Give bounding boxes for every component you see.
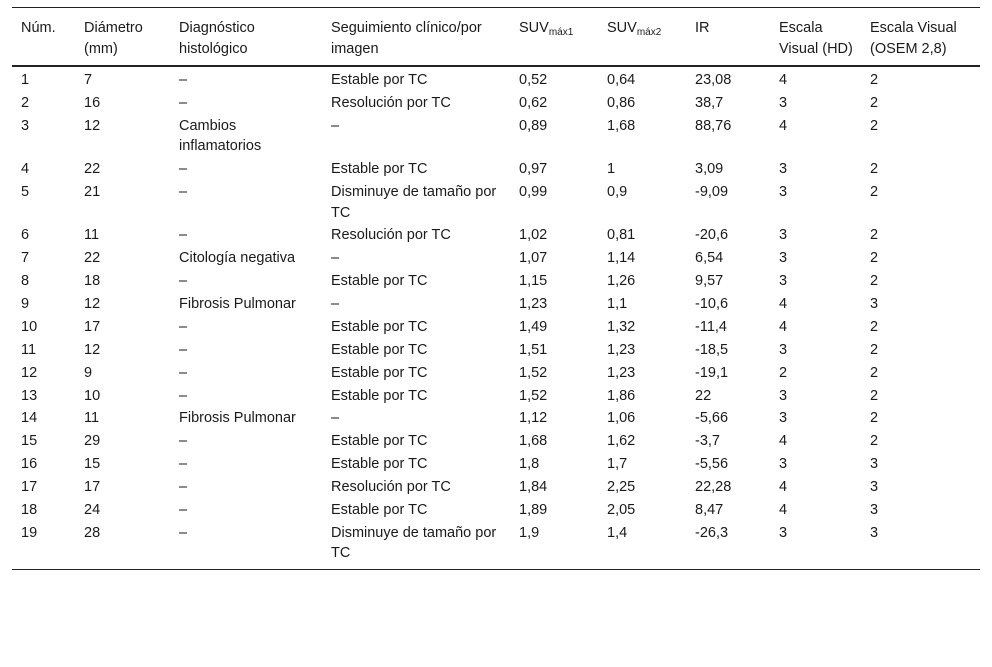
cell-num: 2	[21, 94, 30, 111]
cell-suv-max2: 1,1	[607, 296, 628, 312]
cell-suv-max2: 1	[607, 161, 616, 178]
header-escala-osem: Escala Visual (OSEM 2,8)	[870, 20, 957, 57]
cell-diametro: 24	[84, 501, 101, 518]
cell-num: 13	[21, 387, 38, 404]
cell-suv-max1: 1,52	[519, 364, 548, 381]
cell-diagnostico: –	[179, 72, 188, 88]
header-diametro: Diámetro (mm)	[84, 20, 143, 57]
table-row	[12, 293, 980, 316]
cell-suv-max1: 1,52	[519, 387, 548, 404]
header-suv-max2-base: SUV	[607, 20, 637, 36]
cell-escala-hd: 3	[779, 273, 788, 290]
cell-escala-hd: 4	[779, 433, 788, 450]
cell-seguimiento: Estable por TC	[331, 341, 428, 358]
cell-suv-max2: 1,32	[607, 318, 636, 335]
results-table-container	[12, 7, 980, 570]
header-row	[12, 8, 980, 67]
cell-ir: -5,66	[695, 410, 729, 427]
cell-escala-hd: 3	[779, 524, 788, 541]
cell-suv-max2: 1,26	[607, 273, 636, 290]
cell-num: 12	[21, 364, 38, 381]
cell-seguimiento: –	[331, 117, 340, 134]
cell-seguimiento: Estable por TC	[331, 456, 428, 473]
cell-suv-max1: 1,12	[519, 410, 548, 427]
cell-escala-hd: 4	[779, 501, 788, 518]
cell-escala-osem: 2	[870, 72, 879, 88]
cell-diagnostico: –	[179, 524, 188, 541]
cell-escala-osem: 2	[870, 387, 879, 404]
cell-diagnostico: Fibrosis Pulmonar	[179, 296, 296, 312]
cell-suv-max1: 1,84	[519, 479, 548, 495]
cell-ir: 23,08	[695, 72, 732, 88]
cell-ir: -9,09	[695, 184, 729, 200]
cell-ir: 8,47	[695, 501, 724, 518]
cell-diametro: 11	[84, 410, 100, 427]
cell-diagnostico: –	[179, 456, 188, 473]
table-row	[12, 66, 980, 92]
cell-suv-max2: 1,4	[607, 524, 628, 541]
cell-escala-osem: 3	[870, 479, 879, 495]
cell-seguimiento: Estable por TC	[331, 72, 428, 88]
cell-ir: -5,56	[695, 456, 729, 473]
cell-diametro: 11	[84, 227, 100, 244]
cell-num: 15	[21, 433, 38, 450]
cell-escala-osem: 2	[870, 94, 879, 111]
cell-suv-max1: 1,68	[519, 433, 548, 450]
cell-escala-hd: 3	[779, 341, 788, 358]
cell-suv-max2: 0,81	[607, 227, 636, 244]
cell-suv-max2: 1,23	[607, 364, 636, 381]
cell-escala-hd: 4	[779, 72, 788, 88]
cell-escala-hd: 3	[779, 250, 788, 267]
cell-escala-hd: 2	[779, 364, 788, 381]
cell-escala-osem: 2	[870, 273, 879, 290]
cell-suv-max1: 1,8	[519, 456, 540, 473]
cell-num: 10	[21, 318, 38, 335]
cell-escala-osem: 3	[870, 296, 879, 312]
cell-num: 4	[21, 161, 30, 178]
cell-diagnostico: –	[179, 341, 188, 358]
cell-suv-max1: 0,97	[519, 161, 548, 178]
cell-suv-max1: 0,52	[519, 72, 548, 88]
table-row	[12, 407, 980, 430]
cell-diametro: 7	[84, 72, 93, 88]
cell-suv-max1: 1,02	[519, 227, 548, 244]
cell-ir: 88,76	[695, 117, 732, 134]
cell-diametro: 12	[84, 341, 101, 358]
cell-seguimiento: Estable por TC	[331, 501, 428, 518]
cell-escala-osem: 2	[870, 410, 879, 427]
cell-num: 1	[21, 72, 30, 88]
cell-diagnostico: –	[179, 273, 188, 290]
cell-diametro: 16	[84, 94, 101, 111]
cell-escala-osem: 2	[870, 117, 879, 134]
table-row	[12, 115, 980, 158]
header-suv-max1-base: SUV	[519, 20, 549, 36]
cell-num: 11	[21, 341, 37, 358]
header-suv-max1	[510, 8, 598, 67]
cell-num: 5	[21, 184, 30, 200]
cell-seguimiento: Estable por TC	[331, 387, 428, 404]
cell-diagnostico: –	[179, 227, 188, 244]
cell-num: 19	[21, 524, 38, 541]
table-row	[12, 339, 980, 362]
cell-ir: -20,6	[695, 227, 729, 244]
cell-diagnostico: –	[179, 94, 188, 111]
cell-ir: -18,5	[695, 341, 729, 358]
cell-diametro: 12	[84, 296, 101, 312]
header-diagnostico: Diagnóstico histológico	[179, 20, 255, 57]
cell-num: 8	[21, 273, 30, 290]
cell-diagnostico: –	[179, 387, 188, 404]
cell-seguimiento: Resolución por TC	[331, 479, 451, 495]
cell-suv-max1: 1,89	[519, 501, 548, 518]
cell-escala-hd: 3	[779, 161, 788, 178]
cell-diametro: 28	[84, 524, 101, 541]
cell-escala-hd: 3	[779, 227, 788, 244]
cell-diagnostico: –	[179, 501, 188, 518]
cell-diametro: 29	[84, 433, 101, 450]
cell-suv-max1: 0,99	[519, 184, 548, 200]
cell-diametro: 12	[84, 117, 101, 134]
cell-suv-max2: 2,25	[607, 479, 636, 495]
cell-escala-osem: 2	[870, 318, 879, 335]
cell-ir: 9,57	[695, 273, 724, 290]
header-suv-max2	[598, 8, 686, 67]
cell-seguimiento: Estable por TC	[331, 161, 428, 178]
cell-escala-osem: 2	[870, 433, 879, 450]
table-row	[12, 476, 980, 499]
table-row	[12, 384, 980, 407]
cell-diagnostico: –	[179, 184, 188, 200]
table-row	[12, 499, 980, 522]
cell-seguimiento: Estable por TC	[331, 433, 428, 450]
cell-suv-max1: 0,89	[519, 117, 548, 134]
cell-diagnostico: –	[179, 364, 188, 381]
cell-suv-max2: 1,86	[607, 387, 636, 404]
cell-suv-max2: 1,06	[607, 410, 636, 427]
cell-suv-max2: 2,05	[607, 501, 636, 518]
cell-ir: -3,7	[695, 433, 720, 450]
cell-suv-max2: 0,9	[607, 184, 628, 200]
cell-diagnostico: –	[179, 318, 188, 335]
table-row	[12, 158, 980, 181]
cell-escala-hd: 3	[779, 387, 788, 404]
cell-escala-osem: 3	[870, 456, 879, 473]
cell-suv-max2: 1,62	[607, 433, 636, 450]
cell-escala-hd: 4	[779, 117, 788, 134]
cell-seguimiento: –	[331, 296, 340, 312]
table-row	[12, 361, 980, 384]
cell-escala-osem: 2	[870, 341, 879, 358]
cell-seguimiento: Estable por TC	[331, 273, 428, 290]
cell-diagnostico: Fibrosis Pulmonar	[179, 410, 296, 427]
cell-diametro: 22	[84, 161, 101, 178]
cell-ir: -10,6	[695, 296, 729, 312]
cell-suv-max2: 1,68	[607, 117, 636, 134]
cell-suv-max2: 1,7	[607, 456, 628, 473]
cell-suv-max1: 0,62	[519, 94, 548, 111]
cell-diametro: 17	[84, 479, 101, 495]
cell-seguimiento: –	[331, 250, 340, 267]
cell-diagnostico: Cambios inflamatorios	[179, 117, 262, 155]
cell-suv-max2: 1,14	[607, 250, 636, 267]
cell-num: 9	[21, 296, 30, 312]
header-seguimiento: Seguimiento clínico/por imagen	[331, 20, 482, 57]
table-row	[12, 247, 980, 270]
cell-num: 14	[21, 410, 38, 427]
cell-escala-hd: 4	[779, 296, 788, 312]
cell-num: 3	[21, 117, 30, 134]
cell-escala-osem: 3	[870, 501, 879, 518]
cell-suv-max1: 1,51	[519, 341, 548, 358]
cell-seguimiento: Estable por TC	[331, 364, 428, 381]
cell-num: 18	[21, 501, 38, 518]
cell-diagnostico: Citología negativa	[179, 250, 296, 267]
table-row	[12, 181, 980, 224]
cell-escala-osem: 2	[870, 184, 879, 200]
cell-num: 7	[21, 250, 30, 267]
cell-ir: 22,28	[695, 479, 732, 495]
table-row	[12, 430, 980, 453]
cell-suv-max1: 1,9	[519, 524, 540, 541]
cell-escala-hd: 3	[779, 456, 788, 473]
header-escala-hd: Escala Visual (HD)	[779, 20, 853, 57]
cell-num: 6	[21, 227, 30, 244]
header-suv-max2-sub: máx2	[636, 27, 662, 38]
cell-ir: -11,4	[695, 318, 727, 335]
cell-ir: 22	[695, 387, 712, 404]
cell-ir: 38,7	[695, 94, 724, 111]
cell-diametro: 21	[84, 184, 101, 200]
cell-ir: 6,54	[695, 250, 724, 267]
cell-diametro: 17	[84, 318, 101, 335]
cell-escala-hd: 3	[779, 410, 788, 427]
cell-escala-hd: 4	[779, 479, 788, 495]
cell-diametro: 15	[84, 456, 101, 473]
cell-suv-max1: 1,07	[519, 250, 548, 267]
cell-seguimiento: Resolución por TC	[331, 227, 451, 244]
cell-escala-hd: 4	[779, 318, 788, 335]
cell-suv-max1: 1,23	[519, 296, 548, 312]
cell-suv-max1: 1,15	[519, 273, 548, 290]
table-row	[12, 316, 980, 339]
cell-diagnostico: –	[179, 479, 188, 495]
table-header	[12, 8, 980, 67]
cell-suv-max2: 0,86	[607, 94, 636, 111]
cell-escala-hd: 3	[779, 184, 788, 200]
header-ir: IR	[695, 20, 710, 36]
cell-ir: -26,3	[695, 524, 729, 541]
cell-seguimiento: Disminuye de tamaño por TC	[331, 184, 497, 221]
cell-escala-osem: 2	[870, 250, 879, 267]
cell-escala-osem: 2	[870, 364, 879, 381]
cell-ir: -19,1	[695, 364, 729, 381]
table-row	[12, 270, 980, 293]
cell-seguimiento: –	[331, 410, 340, 427]
cell-suv-max2: 0,64	[607, 72, 636, 88]
cell-diametro: 18	[84, 273, 101, 290]
table-row	[12, 224, 980, 247]
cell-escala-osem: 2	[870, 161, 879, 178]
cell-suv-max1: 1,49	[519, 318, 548, 335]
cell-escala-hd: 3	[779, 94, 788, 111]
cell-seguimiento: Disminuye de tamaño por TC	[331, 524, 497, 562]
cell-ir: 3,09	[695, 161, 724, 178]
cell-escala-osem: 3	[870, 524, 879, 541]
header-suv-max1-sub: máx1	[548, 27, 574, 38]
cell-diametro: 22	[84, 250, 101, 267]
cell-suv-max2: 1,23	[607, 341, 636, 358]
header-num: Núm.	[21, 20, 56, 36]
cell-seguimiento: Resolución por TC	[331, 94, 451, 111]
cell-diagnostico: –	[179, 161, 188, 178]
cell-escala-osem: 2	[870, 227, 879, 244]
cell-diagnostico: –	[179, 433, 188, 450]
table-row	[12, 92, 980, 115]
table-row	[12, 453, 980, 476]
results-table	[12, 7, 980, 570]
cell-diametro: 10	[84, 387, 101, 404]
cell-diametro: 9	[84, 364, 93, 381]
cell-num: 17	[21, 479, 38, 495]
cell-num: 16	[21, 456, 38, 473]
table-row	[12, 522, 980, 570]
cell-seguimiento: Estable por TC	[331, 318, 428, 335]
table-body	[12, 66, 980, 569]
